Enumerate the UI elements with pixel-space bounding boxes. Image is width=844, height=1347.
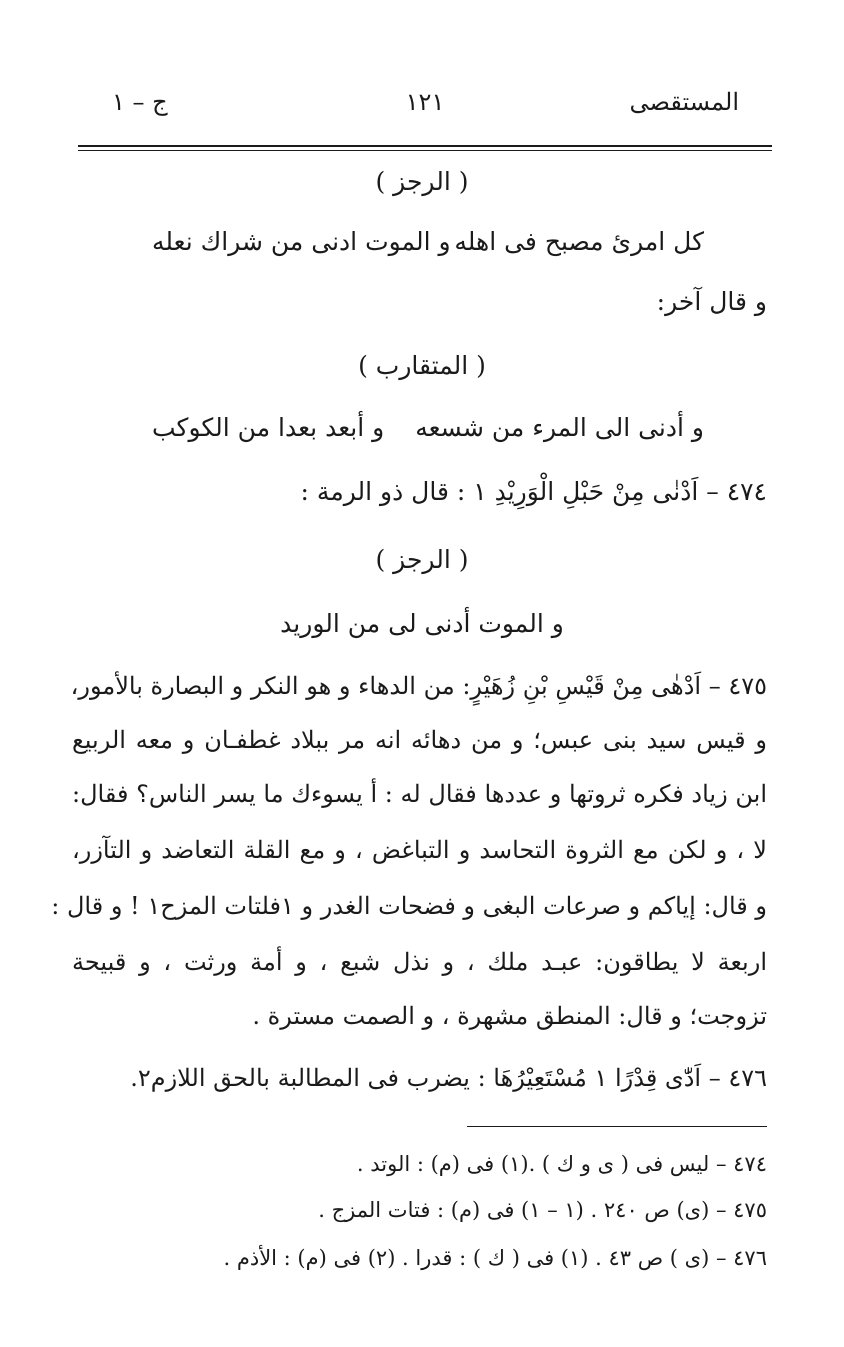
header-rule-thin xyxy=(78,150,772,151)
book-title: المستقصى xyxy=(629,88,739,116)
meter-label: ( الرجز ) xyxy=(375,545,469,574)
text-line: و قال آخر: xyxy=(656,287,767,316)
meter-label: ( المتقارب ) xyxy=(358,351,486,380)
entry-heading: ٤٧٤ – اَدْنٰى مِنْ حَبْلِ الْوَرِيْدِ ١ : قال ذو الرمة : xyxy=(300,477,767,506)
verse-hemistich: كل امرئ مصبح فى اهله xyxy=(454,227,704,256)
footnote: ٤٧٤ – ليس فى ( ى و ك ) .(١) فى (م) : الوتد . xyxy=(356,1152,767,1176)
verse-hemistich: و الموت ادنى من شراك نعله xyxy=(152,227,451,256)
paragraph-line: ٤٧٥ – اَدْهٰى مِنْ قَيْسِ بْنِ زُهَيْرٍ: من الدهاء و هو النكر و البصارة بالأمور، xyxy=(70,672,767,700)
paragraph-line: و قيس سيد بنى عبس؛ و من دهائه انه مر ببلاد غطفـان و معه الربيع xyxy=(72,726,767,754)
footnote: ٤٧٥ – (ى) ص ٢٤٠ . (١ – ١) فى (م) : فتات المزج . xyxy=(318,1198,767,1222)
footnote-rule xyxy=(467,1126,767,1127)
verse-hemistich: و أبعد بعدا من الكوكب xyxy=(152,413,385,442)
header-rule xyxy=(78,145,772,147)
volume-label: ج – ١ xyxy=(112,88,168,116)
meter-label: ( الرجز ) xyxy=(375,167,469,196)
entry-heading: ٤٧٦ – اَدّٰى قِدْرًا ١ مُسْتَعِيْرُهَا : يضرب فى المطالبة بالحق اللازم٢. xyxy=(130,1064,767,1092)
paragraph-line: ابن زياد فكره ثروتها و عددها فقال له : أ يسوءك ما يسر الناس؟ فقال: xyxy=(72,780,767,808)
page-number: ١٢١ xyxy=(405,88,445,116)
paragraph-line: لا ، و لكن مع الثروة التحاسد و التباغض ، و مع القلة التعاضد و التآزر، xyxy=(72,836,767,864)
paragraph-line-last: تزوجت؛ و قال: المنطق مشهرة ، و الصمت مسترة . xyxy=(252,1002,767,1030)
verse-line: و الموت أدنى لى من الوريد xyxy=(280,609,564,638)
footnote: ٤٧٦ – (ى ) ص ٤٣ . (١) فى ( ك ) : قدرا . (٢) فى (م) : الأذم . xyxy=(223,1246,767,1270)
paragraph-line: اربعة لا يطاقون: عبـد ملك ، و نذل شبع ، و أمة ورثت ، و قبيحة xyxy=(72,948,767,976)
paragraph-line: و قال: إياكم و صرعات البغى و فضحات الغدر و ١فلتات المزح١ ! و قال : xyxy=(51,892,767,920)
verse-hemistich: و أدنى الى المرء من شسعه xyxy=(415,413,704,442)
